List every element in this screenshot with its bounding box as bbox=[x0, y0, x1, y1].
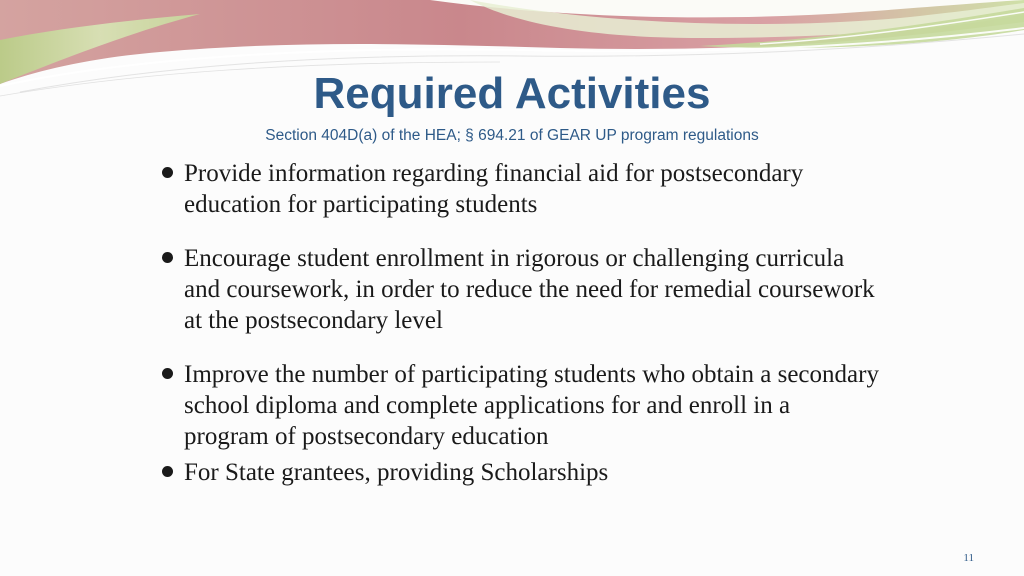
slide-title: Required Activities bbox=[313, 69, 711, 118]
bullet-text: Encourage student enrollment in rigorous or challenging curricula and coursework, in order to reduce the need for remedial coursework at the postsecondary level bbox=[184, 245, 875, 334]
bullet-dot-icon bbox=[162, 167, 173, 178]
bullet-item bbox=[160, 158, 880, 220]
bullet-item bbox=[160, 457, 880, 488]
bullet-item bbox=[160, 359, 880, 452]
bullet-text: Provide information regarding financial aid for postsecondary education for participating students bbox=[184, 160, 804, 218]
bullet-list bbox=[160, 158, 880, 488]
bullet-item bbox=[160, 243, 880, 336]
bullet-dot-icon bbox=[162, 466, 173, 477]
slide-subtitle: Section 404D(a) of the HEA; § 694.21 of GEAR UP program regulations bbox=[265, 127, 759, 144]
bullet-text: Improve the number of participating students who obtain a secondary school diploma and complete applications for and enroll in a program of postsecondary education bbox=[184, 361, 879, 450]
bullet-dot-icon bbox=[162, 252, 173, 263]
bullet-text: For State grantees, providing Scholarships bbox=[184, 459, 609, 486]
page-number: 11 bbox=[963, 552, 974, 564]
bullet-dot-icon bbox=[162, 368, 173, 379]
